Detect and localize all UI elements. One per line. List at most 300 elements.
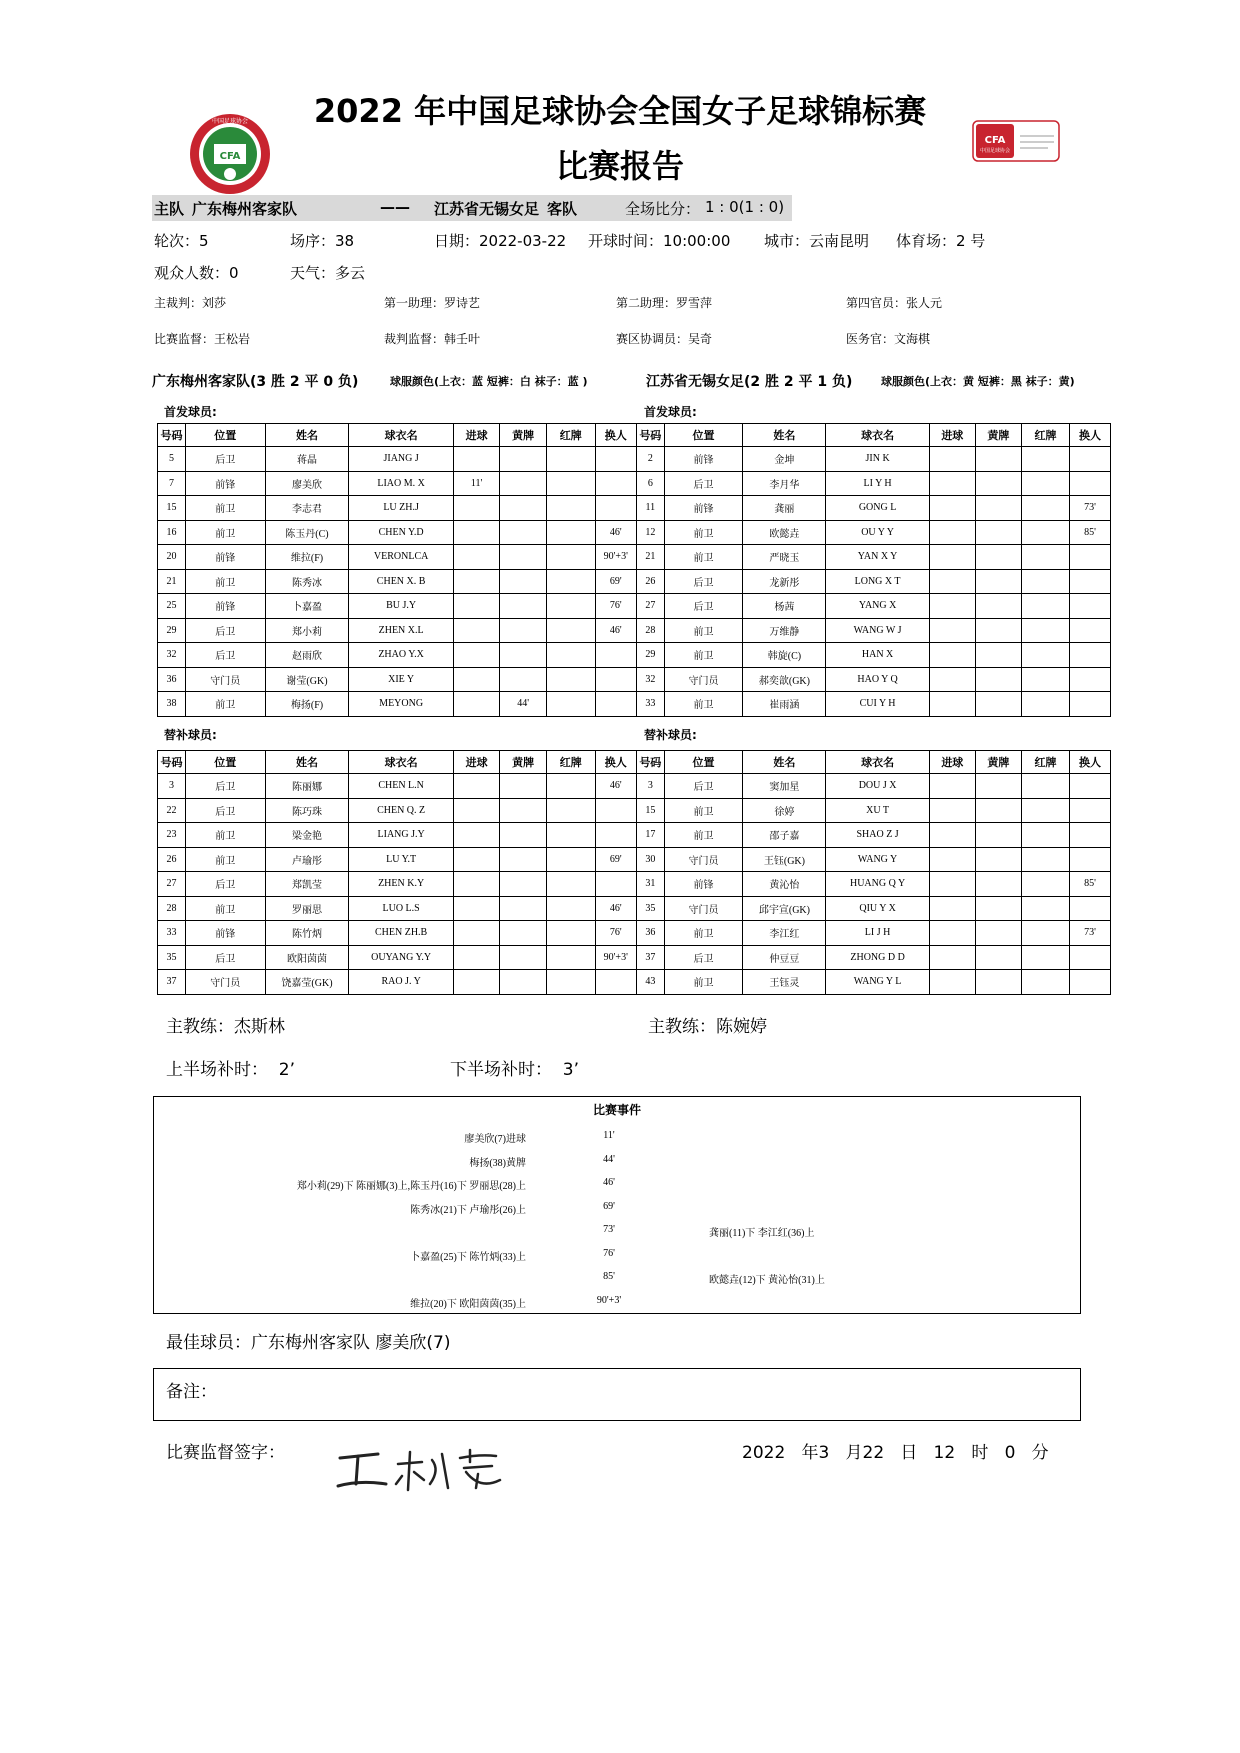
player-name-cell: 崔雨涵 xyxy=(743,692,826,717)
red-card-cell xyxy=(546,545,595,570)
yellow-card-cell xyxy=(975,545,1021,570)
yellow-card-cell xyxy=(975,921,1021,946)
shirt-name-cell: ZHEN X.L xyxy=(349,618,453,643)
jersey-number-cell: 35 xyxy=(158,945,186,970)
player-name-cell: 郝奕歆(GK) xyxy=(743,667,826,692)
red-card-cell xyxy=(1021,545,1069,570)
report-subtitle: 比赛报告 xyxy=(555,147,684,185)
player-name-cell: 陈巧珠 xyxy=(265,798,349,823)
column-header-shirt-name: 球衣名 xyxy=(826,424,929,447)
yellow-card-cell xyxy=(500,921,547,946)
player-name-cell: 金坤 xyxy=(743,447,826,472)
referee: 主裁判：刘莎 xyxy=(154,296,227,310)
player-name-cell: 饶嘉莹(GK) xyxy=(265,970,349,995)
red-card-cell xyxy=(546,896,595,921)
event-time: 85' xyxy=(603,1271,615,1282)
yellow-card-cell xyxy=(500,569,547,594)
table-row xyxy=(637,945,1111,970)
position-cell: 前卫 xyxy=(185,692,265,717)
goals-cell xyxy=(929,667,975,692)
player-name-cell: 郑凯莹 xyxy=(265,872,349,897)
kickoff: 开球时间：10:00:00 xyxy=(588,232,731,250)
player-name-cell: 龙新彤 xyxy=(743,569,826,594)
column-header-player-name: 姓名 xyxy=(743,424,826,447)
position-cell: 后卫 xyxy=(664,945,743,970)
position-cell: 前锋 xyxy=(185,545,265,570)
table-row xyxy=(637,823,1111,848)
shirt-name-cell: HUANG Q Y xyxy=(826,872,929,897)
events-title: 比赛事件 xyxy=(592,1103,641,1117)
substitution-cell: 90'+3' xyxy=(595,945,636,970)
column-header-substitution: 换人 xyxy=(1070,424,1111,447)
position-cell: 后卫 xyxy=(185,945,265,970)
substitution-cell: 76' xyxy=(595,921,636,946)
shirt-name-cell: ZHEN K.Y xyxy=(349,872,453,897)
table-row xyxy=(158,471,637,496)
yellow-card-cell xyxy=(500,447,547,472)
position-cell: 前锋 xyxy=(185,594,265,619)
goals-cell xyxy=(929,774,975,799)
red-card-cell xyxy=(1021,970,1069,995)
yellow-card-cell xyxy=(500,847,547,872)
table-row xyxy=(637,970,1111,995)
red-card-cell xyxy=(1021,774,1069,799)
shirt-name-cell: JIANG J xyxy=(349,447,453,472)
goals-cell xyxy=(453,896,500,921)
player-name-cell: 杨茜 xyxy=(743,594,826,619)
shirt-name-cell: MEYONG xyxy=(349,692,453,717)
position-cell: 守门员 xyxy=(185,667,265,692)
table-row xyxy=(158,569,637,594)
column-header-goals: 进球 xyxy=(453,751,500,774)
home-starters-label: 首发球员: xyxy=(164,405,217,419)
shirt-name-cell: ZHAO Y.X xyxy=(349,643,453,668)
jersey-number-cell: 37 xyxy=(637,945,665,970)
yellow-card-cell xyxy=(500,896,547,921)
shirt-name-cell: LIANG J.Y xyxy=(349,823,453,848)
yellow-card-cell xyxy=(500,667,547,692)
table-row xyxy=(158,594,637,619)
home-coach: 主教练：杰斯林 xyxy=(166,1017,285,1037)
weather: 天气：多云 xyxy=(290,264,366,282)
player-name-cell: 蒋晶 xyxy=(265,447,349,472)
substitution-cell xyxy=(595,667,636,692)
yellow-card-cell xyxy=(975,798,1021,823)
goals-cell xyxy=(453,692,500,717)
yellow-card-cell xyxy=(500,774,547,799)
goals-cell xyxy=(929,594,975,619)
red-card-cell xyxy=(546,618,595,643)
table-row xyxy=(158,823,637,848)
shirt-name-cell: CHEN Y.D xyxy=(349,520,453,545)
jersey-number-cell: 21 xyxy=(158,569,186,594)
home-subs-table xyxy=(157,750,637,995)
substitution-cell: 85' xyxy=(1070,872,1111,897)
yellow-card-cell xyxy=(500,520,547,545)
remarks-label: 备注： xyxy=(166,1382,217,1402)
position-cell: 后卫 xyxy=(664,594,743,619)
substitution-cell: 69' xyxy=(595,569,636,594)
yellow-card-cell xyxy=(975,496,1021,521)
column-header-yellow-card: 黄牌 xyxy=(975,751,1021,774)
goals-cell xyxy=(453,872,500,897)
jersey-number-cell: 6 xyxy=(637,471,665,496)
shirt-name-cell: BU J.Y xyxy=(349,594,453,619)
away-team-title: 江苏省无锡女足(2 胜 2 平 1 负) xyxy=(646,374,853,390)
goals-cell xyxy=(929,872,975,897)
column-header-position: 位置 xyxy=(664,751,743,774)
player-name-cell: 窦加星 xyxy=(743,774,826,799)
shirt-name-cell: WANG Y xyxy=(826,847,929,872)
svg-text:CFA: CFA xyxy=(219,151,241,162)
remarks-box xyxy=(153,1368,1081,1421)
red-card-cell xyxy=(546,643,595,668)
table-row xyxy=(158,970,637,995)
goals-cell xyxy=(453,569,500,594)
yellow-card-cell xyxy=(500,872,547,897)
match-no: 场序：38 xyxy=(290,232,355,250)
table-row xyxy=(158,496,637,521)
goals-cell xyxy=(453,798,500,823)
player-name-cell: 欧阳茵茵 xyxy=(265,945,349,970)
shirt-name-cell: LU ZH.J xyxy=(349,496,453,521)
events-box xyxy=(153,1096,1081,1314)
event-away: 欧懿垚(12)下 黄沁怡(31)上 xyxy=(709,1275,825,1286)
jersey-number-cell: 36 xyxy=(637,921,665,946)
table-row xyxy=(637,692,1111,717)
goals-cell xyxy=(453,970,500,995)
jersey-number-cell: 38 xyxy=(158,692,186,717)
signature-datetime: 2022 年3 月22 日 12 时 0 分 xyxy=(742,1443,1049,1463)
table-row xyxy=(637,545,1111,570)
jersey-number-cell: 26 xyxy=(158,847,186,872)
red-card-cell xyxy=(546,594,595,619)
yellow-card-cell xyxy=(975,520,1021,545)
table-row xyxy=(158,667,637,692)
yellow-card-cell xyxy=(975,594,1021,619)
shirt-name-cell: OUYANG Y.Y xyxy=(349,945,453,970)
player-name-cell: 陈秀冰 xyxy=(265,569,349,594)
table-row xyxy=(158,520,637,545)
shirt-name-cell: LI Y H xyxy=(826,471,929,496)
table-row xyxy=(158,545,637,570)
table-row xyxy=(158,774,637,799)
jersey-number-cell: 16 xyxy=(158,520,186,545)
event-time: 46' xyxy=(603,1177,615,1188)
substitution-cell xyxy=(1070,970,1111,995)
report-title: 2022 年中国足球协会全国女子足球锦标赛 xyxy=(313,92,927,130)
column-header-player-name: 姓名 xyxy=(265,751,349,774)
position-cell: 后卫 xyxy=(664,471,743,496)
event-away: 龚丽(11)下 李江红(36)上 xyxy=(709,1228,815,1239)
svg-text:中国足球协会: 中国足球协会 xyxy=(211,118,249,125)
column-header-player-name: 姓名 xyxy=(743,751,826,774)
jersey-number-cell: 15 xyxy=(637,798,665,823)
jersey-number-cell: 22 xyxy=(158,798,186,823)
red-card-cell xyxy=(1021,667,1069,692)
player-name-cell: 郑小莉 xyxy=(265,618,349,643)
shirt-name-cell: CHEN X. B xyxy=(349,569,453,594)
red-card-cell xyxy=(546,921,595,946)
event-time: 69' xyxy=(603,1200,615,1212)
yellow-card-cell xyxy=(975,471,1021,496)
position-cell: 后卫 xyxy=(185,774,265,799)
goals-cell xyxy=(453,643,500,668)
table-row xyxy=(637,798,1111,823)
position-cell: 后卫 xyxy=(664,774,743,799)
home-label: 主队 xyxy=(154,200,185,218)
medical-officer: 医务官：文海棋 xyxy=(846,332,931,346)
player-name-cell: 徐婷 xyxy=(743,798,826,823)
position-cell: 前卫 xyxy=(664,618,743,643)
position-cell: 前卫 xyxy=(664,643,743,668)
jersey-number-cell: 43 xyxy=(637,970,665,995)
jersey-number-cell: 15 xyxy=(158,496,186,521)
yellow-card-cell xyxy=(975,970,1021,995)
shirt-name-cell: HAN X xyxy=(826,643,929,668)
jersey-number-cell: 33 xyxy=(158,921,186,946)
substitution-cell xyxy=(595,447,636,472)
yellow-card-cell xyxy=(500,496,547,521)
goals-cell xyxy=(453,847,500,872)
table-row xyxy=(158,921,637,946)
goals-cell xyxy=(929,945,975,970)
red-card-cell xyxy=(546,447,595,472)
player-name-cell: 欧懿垚 xyxy=(743,520,826,545)
yellow-card-cell xyxy=(975,618,1021,643)
away-starters-table xyxy=(636,423,1111,717)
red-card-cell xyxy=(1021,618,1069,643)
shirt-name-cell: CHEN Q. Z xyxy=(349,798,453,823)
column-header-jersey-number: 号码 xyxy=(158,751,186,774)
goals-cell xyxy=(929,798,975,823)
substitution-cell xyxy=(595,823,636,848)
jersey-number-cell: 2 xyxy=(637,447,665,472)
position-cell: 前卫 xyxy=(664,520,743,545)
position-cell: 守门员 xyxy=(664,896,743,921)
table-header-row xyxy=(637,424,1111,447)
player-name-cell: 严晓玉 xyxy=(743,545,826,570)
shirt-name-cell: XU T xyxy=(826,798,929,823)
red-card-cell xyxy=(546,496,595,521)
position-cell: 前锋 xyxy=(664,447,743,472)
column-header-goals: 进球 xyxy=(929,424,975,447)
table-row xyxy=(158,692,637,717)
svg-text:中国足球协会: 中国足球协会 xyxy=(979,148,1011,154)
shirt-name-cell: HAO Y Q xyxy=(826,667,929,692)
red-card-cell xyxy=(546,945,595,970)
jersey-number-cell: 30 xyxy=(637,847,665,872)
first-half-added-time: 上半场补时： 2’ xyxy=(166,1060,296,1080)
svg-text:CFA: CFA xyxy=(984,135,1006,146)
shirt-name-cell: CUI Y H xyxy=(826,692,929,717)
player-name-cell: 王钰(GK) xyxy=(743,847,826,872)
away-subs-table xyxy=(636,750,1111,995)
position-cell: 守门员 xyxy=(664,847,743,872)
column-header-shirt-name: 球衣名 xyxy=(349,751,453,774)
position-cell: 前卫 xyxy=(664,545,743,570)
column-header-position: 位置 xyxy=(185,424,265,447)
substitution-cell xyxy=(595,798,636,823)
table-row xyxy=(637,618,1111,643)
table-row xyxy=(158,872,637,897)
goals-cell xyxy=(929,643,975,668)
jersey-number-cell: 29 xyxy=(637,643,665,668)
jersey-number-cell: 37 xyxy=(158,970,186,995)
position-cell: 后卫 xyxy=(664,569,743,594)
score: 1 : 0(1 : 0) xyxy=(705,198,785,216)
shirt-name-cell: QIU Y X xyxy=(826,896,929,921)
jersey-number-cell: 26 xyxy=(637,569,665,594)
red-card-cell xyxy=(546,667,595,692)
table-row xyxy=(158,896,637,921)
yellow-card-cell xyxy=(975,569,1021,594)
red-card-cell xyxy=(546,847,595,872)
goals-cell xyxy=(453,667,500,692)
position-cell: 前卫 xyxy=(185,569,265,594)
position-cell: 前锋 xyxy=(185,921,265,946)
table-row xyxy=(637,872,1111,897)
yellow-card-cell xyxy=(975,872,1021,897)
goals-cell xyxy=(929,692,975,717)
red-card-cell xyxy=(1021,447,1069,472)
player-name-cell: 仲豆豆 xyxy=(743,945,826,970)
shirt-name-cell: DOU J X xyxy=(826,774,929,799)
event-home: 梅扬(38)黄牌 xyxy=(469,1157,526,1169)
goals-cell xyxy=(453,520,500,545)
position-cell: 前卫 xyxy=(185,520,265,545)
ref-supervisor: 裁判监督：韩壬叶 xyxy=(384,332,481,346)
player-name-cell: 罗丽思 xyxy=(265,896,349,921)
position-cell: 前卫 xyxy=(185,823,265,848)
round: 轮次：5 xyxy=(154,232,209,250)
jersey-number-cell: 3 xyxy=(158,774,186,799)
shirt-name-cell: LIAO M. X xyxy=(349,471,453,496)
jersey-number-cell: 36 xyxy=(158,667,186,692)
column-header-substitution: 换人 xyxy=(1070,751,1111,774)
goals-cell xyxy=(453,921,500,946)
event-home: 卜嘉盈(25)下 陈竹炳(33)上 xyxy=(410,1251,526,1263)
yellow-card-cell: 44' xyxy=(500,692,547,717)
goals-cell xyxy=(453,945,500,970)
yellow-card-cell xyxy=(500,594,547,619)
table-header-row xyxy=(637,751,1111,774)
jersey-number-cell: 3 xyxy=(637,774,665,799)
signature-label: 比赛监督签字： xyxy=(166,1443,285,1463)
table-row xyxy=(158,847,637,872)
attendance: 观众人数：0 xyxy=(154,264,239,282)
player-name-cell: 龚丽 xyxy=(743,496,826,521)
table-row xyxy=(637,496,1111,521)
substitution-cell xyxy=(1070,471,1111,496)
substitution-cell xyxy=(595,643,636,668)
position-cell: 前卫 xyxy=(185,496,265,521)
player-name-cell: 万维静 xyxy=(743,618,826,643)
red-card-cell xyxy=(546,872,595,897)
column-header-yellow-card: 黄牌 xyxy=(975,424,1021,447)
column-header-shirt-name: 球衣名 xyxy=(826,751,929,774)
jersey-number-cell: 27 xyxy=(637,594,665,619)
table-row xyxy=(637,447,1111,472)
score-label: 全场比分： xyxy=(625,200,701,218)
table-row xyxy=(637,921,1111,946)
goals-cell xyxy=(929,970,975,995)
column-header-position: 位置 xyxy=(664,424,743,447)
substitution-cell: 46' xyxy=(595,896,636,921)
substitution-cell: 85' xyxy=(1070,520,1111,545)
event-home: 廖美欣(7)进球 xyxy=(464,1134,526,1145)
yellow-card-cell xyxy=(500,798,547,823)
column-header-substitution: 换人 xyxy=(595,424,636,447)
player-name-cell: 梅扬(F) xyxy=(265,692,349,717)
yellow-card-cell xyxy=(500,618,547,643)
substitution-cell xyxy=(1070,545,1111,570)
player-name-cell: 梁金艳 xyxy=(265,823,349,848)
second-half-added-time: 下半场补时： 3’ xyxy=(450,1060,580,1080)
jersey-number-cell: 28 xyxy=(637,618,665,643)
red-card-cell xyxy=(1021,471,1069,496)
event-time: 73' xyxy=(603,1224,615,1235)
goals-cell xyxy=(453,447,500,472)
red-card-cell xyxy=(1021,945,1069,970)
jersey-number-cell: 20 xyxy=(158,545,186,570)
column-header-red-card: 红牌 xyxy=(546,424,595,447)
player-name-cell: 陈丽娜 xyxy=(265,774,349,799)
red-card-cell xyxy=(1021,921,1069,946)
yellow-card-cell xyxy=(500,643,547,668)
coordinator: 赛区协调员：吴奇 xyxy=(616,332,713,346)
table-row xyxy=(637,774,1111,799)
position-cell: 前卫 xyxy=(664,970,743,995)
home-team-title: 广东梅州客家队(3 胜 2 平 0 负) xyxy=(152,374,359,390)
substitution-cell: 73' xyxy=(1070,921,1111,946)
table-row xyxy=(637,896,1111,921)
column-header-red-card: 红牌 xyxy=(1021,424,1069,447)
column-header-red-card: 红牌 xyxy=(1021,751,1069,774)
yellow-card-cell xyxy=(500,823,547,848)
assistant2: 第二助理：罗雪萍 xyxy=(616,296,713,310)
goals-cell xyxy=(453,594,500,619)
jersey-number-cell: 7 xyxy=(158,471,186,496)
yellow-card-cell xyxy=(975,643,1021,668)
shirt-name-cell: YAN X Y xyxy=(826,545,929,570)
yellow-card-cell xyxy=(500,545,547,570)
player-name-cell: 赵雨欣 xyxy=(265,643,349,668)
column-header-player-name: 姓名 xyxy=(265,424,349,447)
best-player: 最佳球员：广东梅州客家队 廖美欣(7) xyxy=(166,1333,451,1353)
red-card-cell xyxy=(546,569,595,594)
substitution-cell xyxy=(1070,945,1111,970)
yellow-card-cell xyxy=(975,447,1021,472)
red-card-cell xyxy=(1021,847,1069,872)
shirt-name-cell: VERONLCA xyxy=(349,545,453,570)
table-header-row xyxy=(158,751,637,774)
substitution-cell xyxy=(1070,618,1111,643)
table-row xyxy=(637,594,1111,619)
table-row xyxy=(158,618,637,643)
goals-cell xyxy=(929,496,975,521)
column-header-red-card: 红牌 xyxy=(546,751,595,774)
table-row xyxy=(637,643,1111,668)
goals-cell xyxy=(453,545,500,570)
goals-cell xyxy=(929,823,975,848)
position-cell: 前锋 xyxy=(664,872,743,897)
red-card-cell xyxy=(546,970,595,995)
jersey-number-cell: 32 xyxy=(637,667,665,692)
goals-cell xyxy=(453,496,500,521)
away-subs-label: 替补球员: xyxy=(644,728,697,742)
city: 城市：云南昆明 xyxy=(764,232,870,250)
